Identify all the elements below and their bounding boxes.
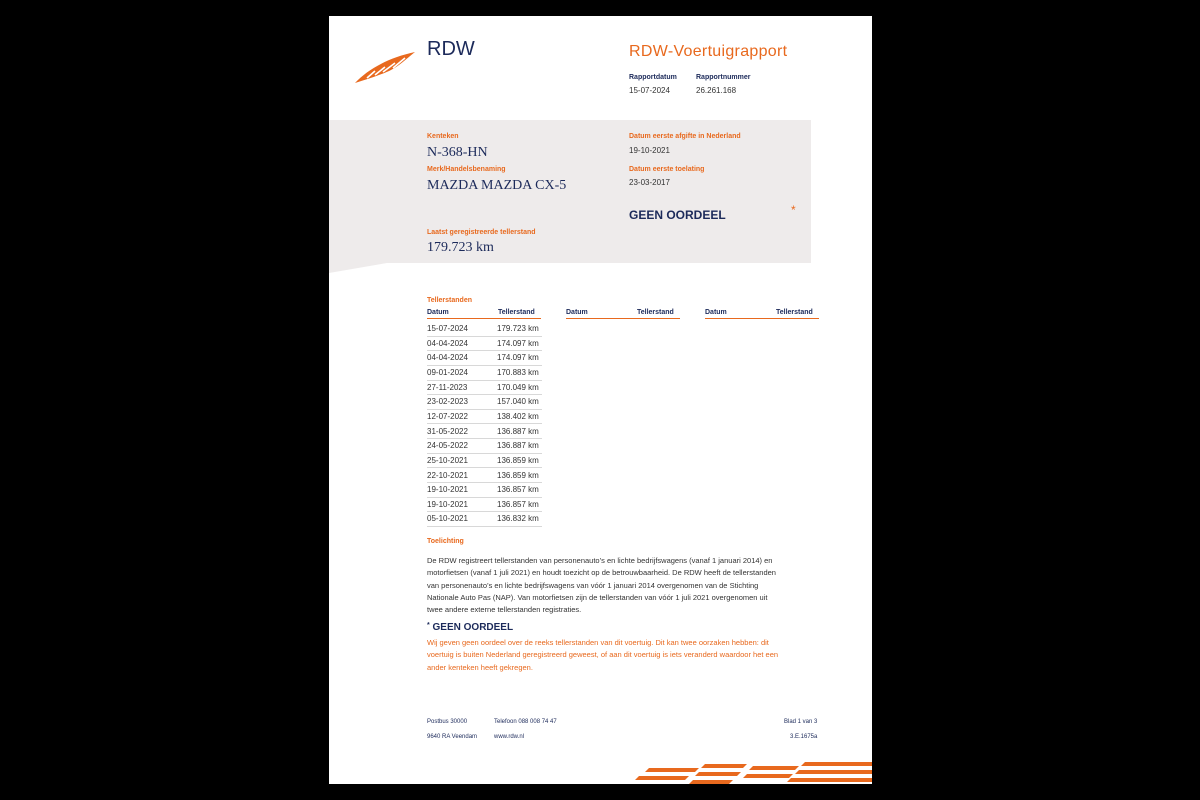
col-underline-1 (427, 318, 541, 319)
explanation-line: motorfietsen (vanaf 1 juli 2021) en houdt toezicht op de betrouwbaarheid. De RDW heeft de tellerstanden (427, 568, 776, 578)
table-row (427, 321, 542, 337)
col-underline-2 (566, 318, 680, 319)
row-reading: 157.040 km (497, 397, 539, 407)
table-row (427, 482, 542, 498)
brand-name: RDW (427, 38, 475, 60)
verdict-heading (427, 622, 513, 633)
row-date: 22-10-2021 (427, 470, 468, 480)
report-title: RDW-Voertuigrapport (629, 43, 788, 60)
first-nl-value: 19-10-2021 (629, 146, 670, 155)
row-reading: 138.402 km (497, 411, 539, 421)
table-row (427, 336, 542, 352)
verdict-line: voertuig is buiten Nederland geregistreerd geweest, of aan dit voertuig is iets veranderd waardoor het een (427, 650, 779, 660)
explanation-title: Toelichting (427, 538, 464, 545)
row-reading: 136.857 km (497, 485, 539, 495)
row-reading: 136.859 km (497, 455, 539, 465)
col-reading-3: Tellerstand (776, 309, 813, 316)
table-row (427, 409, 542, 425)
first-admission-value: 23-03-2017 (629, 178, 670, 187)
col-date-3: Datum (705, 309, 727, 316)
report-date: 15-07-2024 (629, 86, 670, 95)
row-date: 19-10-2021 (427, 499, 468, 509)
explanation-text (427, 555, 817, 616)
decorative-stripes (629, 760, 872, 784)
row-reading: 170.049 km (497, 382, 539, 392)
verdict-star: * (791, 203, 796, 217)
row-reading: 174.097 km (497, 353, 539, 363)
row-reading: 179.723 km (497, 324, 539, 333)
row-date: 27-11-2023 (427, 382, 468, 392)
table-row (427, 424, 542, 440)
verdict-line: Wij geven geen oordeel over de reeks tellerstanden van dit voertuig. Dit kan twee oorzaken hebben: dit (427, 638, 769, 647)
table-row (427, 438, 542, 454)
last-odometer-label: Laatst geregistreerde tellerstand (427, 229, 536, 236)
footer-code: 3.E.1675a (790, 734, 818, 740)
row-date: 05-10-2021 (427, 514, 468, 524)
odometer-section-title: Tellerstanden (427, 297, 472, 304)
report-number: 26.261.168 (696, 86, 737, 95)
verdict-heading-star: * (427, 622, 430, 629)
table-row (427, 511, 542, 527)
table-row (427, 394, 542, 410)
row-reading: 136.832 km (497, 514, 539, 524)
verdict-heading-text: GEEN OORDEEL (432, 622, 514, 633)
first-nl-label: Datum eerste afgifte in Nederland (629, 133, 741, 140)
col-reading-2: Tellerstand (637, 309, 674, 316)
row-reading: 136.887 km (497, 441, 539, 451)
table-row (427, 380, 542, 396)
make-value: MAZDA MAZDA CX-5 (427, 178, 567, 193)
rdw-feather-logo (353, 50, 417, 86)
footer-city: 9640 RA Veendam (427, 734, 478, 740)
first-admission-label: Datum eerste toelating (629, 166, 705, 173)
report-number-label: Rapportnummer (696, 74, 751, 81)
footer-web[interactable]: www.rdw.nl (494, 734, 525, 740)
verdict-line: ander kenteken heeft gekregen. (427, 662, 533, 672)
table-row (427, 468, 542, 484)
row-reading: 170.883 km (497, 367, 539, 377)
row-reading: 174.097 km (497, 338, 539, 348)
row-date: 04-04-2024 (427, 353, 468, 363)
last-odometer-value: 179.723 km (427, 240, 494, 255)
col-date-2: Datum (566, 309, 588, 316)
plate-value: N-368-HN (427, 145, 488, 160)
vehicle-summary-band (329, 120, 811, 263)
row-date: 23-02-2023 (427, 397, 468, 407)
col-reading-1: Tellerstand (498, 309, 535, 316)
row-date: 24-05-2022 (427, 441, 468, 451)
footer-postbus: Postbus 30000 (427, 719, 468, 725)
row-date: 09-01-2024 (427, 367, 468, 377)
table-row (427, 453, 542, 469)
row-reading: 136.857 km (497, 499, 539, 509)
row-date: 15-07-2024 (427, 324, 468, 333)
explanation-line: De RDW registreert tellerstanden van personenauto’s en lichte bedrijfswagens (vanaf 1 januari 2014) en (427, 556, 773, 565)
row-date: 19-10-2021 (427, 485, 468, 495)
make-label: Merk/Handelsbenaming (427, 166, 506, 173)
table-row (427, 350, 542, 366)
plate-label: Kenteken (427, 133, 459, 140)
row-date: 04-04-2024 (427, 338, 468, 348)
explanation-line: twee andere externe tellerstanden registraties. (427, 605, 582, 615)
row-reading: 136.859 km (497, 470, 539, 480)
report-date-label: Rapportdatum (629, 74, 677, 81)
row-reading: 136.887 km (497, 426, 539, 436)
footer-phone: Telefoon 088 008 74 47 (494, 719, 557, 725)
row-date: 12-07-2022 (427, 411, 468, 421)
table-row (427, 497, 542, 513)
table-row (427, 365, 542, 381)
footer-page: Blad 1 van 3 (784, 719, 818, 725)
band-notch (329, 263, 387, 273)
row-date: 25-10-2021 (427, 455, 468, 465)
report-page (329, 16, 872, 784)
col-date-1: Datum (427, 309, 449, 316)
verdict-explanation (427, 637, 822, 674)
verdict: GEEN OORDEEL (629, 208, 726, 222)
row-date: 31-05-2022 (427, 426, 468, 436)
explanation-line: van personenauto’s en lichte bedrijfswagens van vóór 1 januari 2014 overgenomen van de Stichting (427, 580, 759, 590)
col-underline-3 (705, 318, 819, 319)
explanation-line: Nationale Auto Pas (NAP). Van motorfietsen zijn de tellerstanden van vóór 1 juli 2021 overgenomen uit (427, 592, 768, 602)
